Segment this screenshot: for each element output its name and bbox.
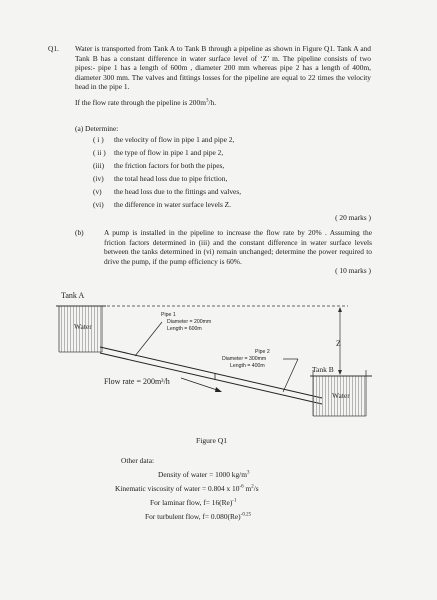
part-a-marks: ( 20 marks ) xyxy=(335,213,371,222)
viscosity-line: Kinematic viscosity of water = 0.804 x $10^{-6}$ $m^2/s$ xyxy=(115,484,259,493)
tank-b xyxy=(310,365,372,416)
pipe-1-diameter: Diameter = 200mm xyxy=(167,319,212,325)
part-a-label: (a) Determine: xyxy=(75,124,119,133)
pipe-2-title: Pipe 2 xyxy=(255,349,270,355)
pipe-1-label xyxy=(135,312,211,356)
pipe-2-diameter: Diameter = 300mm xyxy=(222,356,267,362)
figure-caption: Figure Q1 xyxy=(196,436,228,445)
tank-a-water-label: Water xyxy=(74,322,92,331)
pipe-1-title: Pipe 1 xyxy=(161,312,176,318)
tank-b-water-label: Water xyxy=(332,391,350,400)
part-a-item: (iii) the friction factors for both the pipes, xyxy=(93,161,225,170)
flow-rate-indicator xyxy=(104,377,222,392)
pipe-2-label xyxy=(222,349,298,392)
tank-a-label: Tank A xyxy=(61,291,85,300)
part-a-item: (v) the head loss due to the fittings and valves, xyxy=(93,187,242,196)
part-b-marks: ( 10 marks ) xyxy=(335,266,371,275)
part-a-item: (vi) the difference in water surface levels Z. xyxy=(93,200,232,209)
density-line: Density of water = 1000 $kg/m^3$ xyxy=(158,470,250,479)
tank-b-label: Tank B xyxy=(312,365,334,374)
pipe-2-length: Length = 400m xyxy=(230,363,265,369)
part-a-item: (iv) the total head loss due to pipe friction, xyxy=(93,174,228,183)
z-dimension xyxy=(336,307,342,375)
part-b-text: A pump is installed in the pipeline to increase the flow rate by 20% . Assuming the friction factors determined in (iii) and the constant difference in water surface levels between the tanks determined in (vi) remain unchanged; determine the power required to drive the pump, if the pump efficiency is 60%. xyxy=(104,228,372,266)
flow-rate-label: Flow rate = 200m³/h xyxy=(104,377,170,386)
other-data-heading: Other data: xyxy=(121,456,155,465)
flow-rate-statement: If the flow rate through the pipeline is $200m^3/h$. xyxy=(75,98,217,107)
turbulent-friction-line: For turbulent flow, $f= 0.080(Re)^{-0.25}$ xyxy=(145,512,252,521)
part-a-item: ( i ) the velocity of flow in pipe 1 and pipe 2, xyxy=(93,135,235,144)
part-b-label: (b) xyxy=(75,228,84,237)
question-intro: Water is transported from Tank A to Tank B through a pipeline as shown in Figure Q1. Tank A and Tank B has a constant difference in water surface level of ‘Z’ m. The pipeline consists of two pipes:- pipe 1 has a length of 600m , diameter 200 mm whereas pipe 2 has a length of 400m, diameter 300 mm. The valves and fittings losses for the pipeline are equal to 22 times the velocity head in the pipe 1. xyxy=(75,44,371,92)
question-number: Q1. xyxy=(48,44,59,53)
pipeline xyxy=(100,347,322,404)
z-label: Z xyxy=(336,339,341,348)
pipeline-figure xyxy=(0,284,437,434)
pipe-1-length: Length = 600m xyxy=(167,326,202,332)
laminar-friction-line: For laminar flow, $f= 16(Re)^{-1}$ xyxy=(150,498,237,507)
tank-a xyxy=(56,291,106,352)
part-a-item: ( ii ) the type of flow in pipe 1 and pipe 2, xyxy=(93,148,224,157)
